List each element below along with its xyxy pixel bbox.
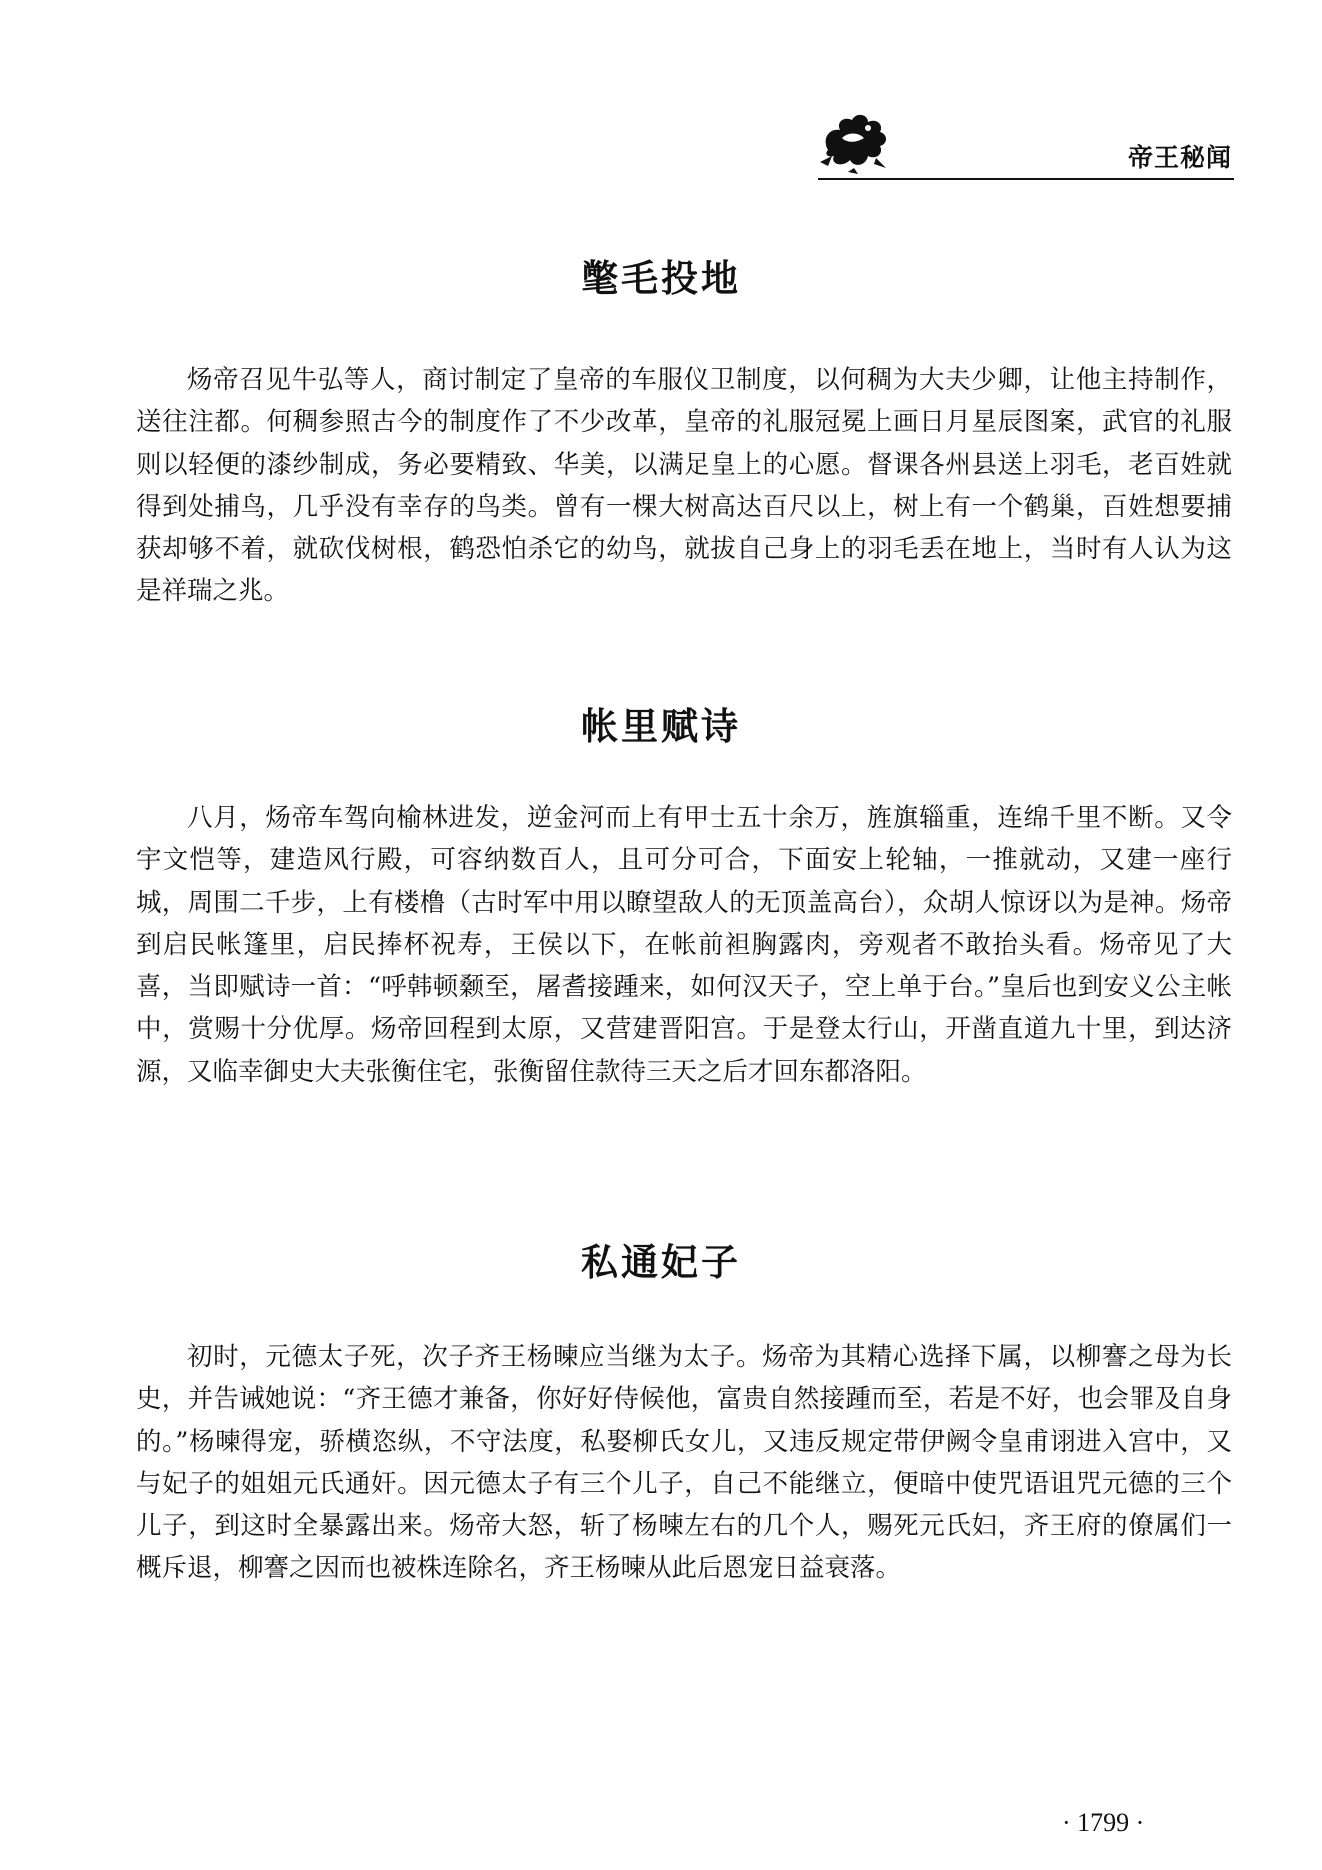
section-title-3: 私通妃子 [581,1241,741,1284]
header-title: 帝王秘闻 [1127,143,1232,172]
section-title-2: 帐里赋诗 [581,705,741,748]
section-body-3: 初时，元德太子死，次子齐王杨暕应当继为太子。炀帝为其精心选择下属，以柳謇之母为长史，并告诫她说：“齐王德才兼备，你好好侍候他，富贵自然接踵而至，若是不好，也会罪及自身的。”杨暕得宠，骄横恣纵，不守法度，私娶柳氏女儿，又违反规定带伊阙令皇甫诩进入宫中，又与妃子的姐姐元氏通奸。因元德太子有三个儿子，自己不能继立，便暗中使咒语诅咒元德的三个儿子，到这时全暴露出来。炀帝大怒，斩了杨暕左右的几个人，赐死元氏妇，齐王府的僚属们一概斥退，柳謇之因而也被株连除名，齐王杨暕从此后恩宠日益衰落。 [136,1342,1232,1584]
header-rule [818,178,1234,180]
running-header [818,110,1234,182]
section-body-1: 炀帝召见牛弘等人，商讨制定了皇帝的车服仪卫制度，以何稠为大夫少卿，让他主持制作，送往注都。何稠参照古今的制度作了不少改革，皇帝的礼服冠冕上画日月星辰图案，武官的礼服则以轻便的漆纱制成，务必要精致、华美，以满足皇上的心愿。督课各州县送上羽毛，老百姓就得到处捕鸟，几乎没有幸存的鸟类。曾有一棵大树高达百尺以上，树上有一个鹤巢，百姓想要捕获却够不着，就砍伐树根，鹤恐怕杀它的幼鸟，就拔自己身上的羽毛丢在地上，当时有人认为这是祥瑞之兆。 [136,365,1232,607]
section-title-1: 氅毛投地 [581,257,741,300]
page-number: · 1799 · [1062,1808,1145,1837]
section-body-2: 八月，炀帝车驾向榆林进发，逆金河而上有甲士五十余万，旌旗辎重，连绵千里不断。又令宇文恺等，建造风行殿，可容纳数百人，且可分可合，下面安上轮轴，一推就动，又建一座行城，周围二千步，上有楼橹（古时军中用以瞭望敌人的无顶盖高台），众胡人惊讶以为是神。炀帝到启民帐篷里，启民捧杯祝寿，王侯以下，在帐前袒胸露肉，旁观者不敢抬头看。炀帝见了大喜，当即赋诗一首：“呼韩顿颡至，屠耆接踵来，如何汉天子，空上单于台。”皇后也到安义公主帐中，赏赐十分优厚。炀帝回程到太原，又营建晋阳宫。于是登太行山，开凿直道九十里，到达济源，又临幸御史大夫张衡住宅，张衡留住款待三天之后才回东都洛阳。 [136,803,1232,1087]
dragon-icon [818,110,892,174]
